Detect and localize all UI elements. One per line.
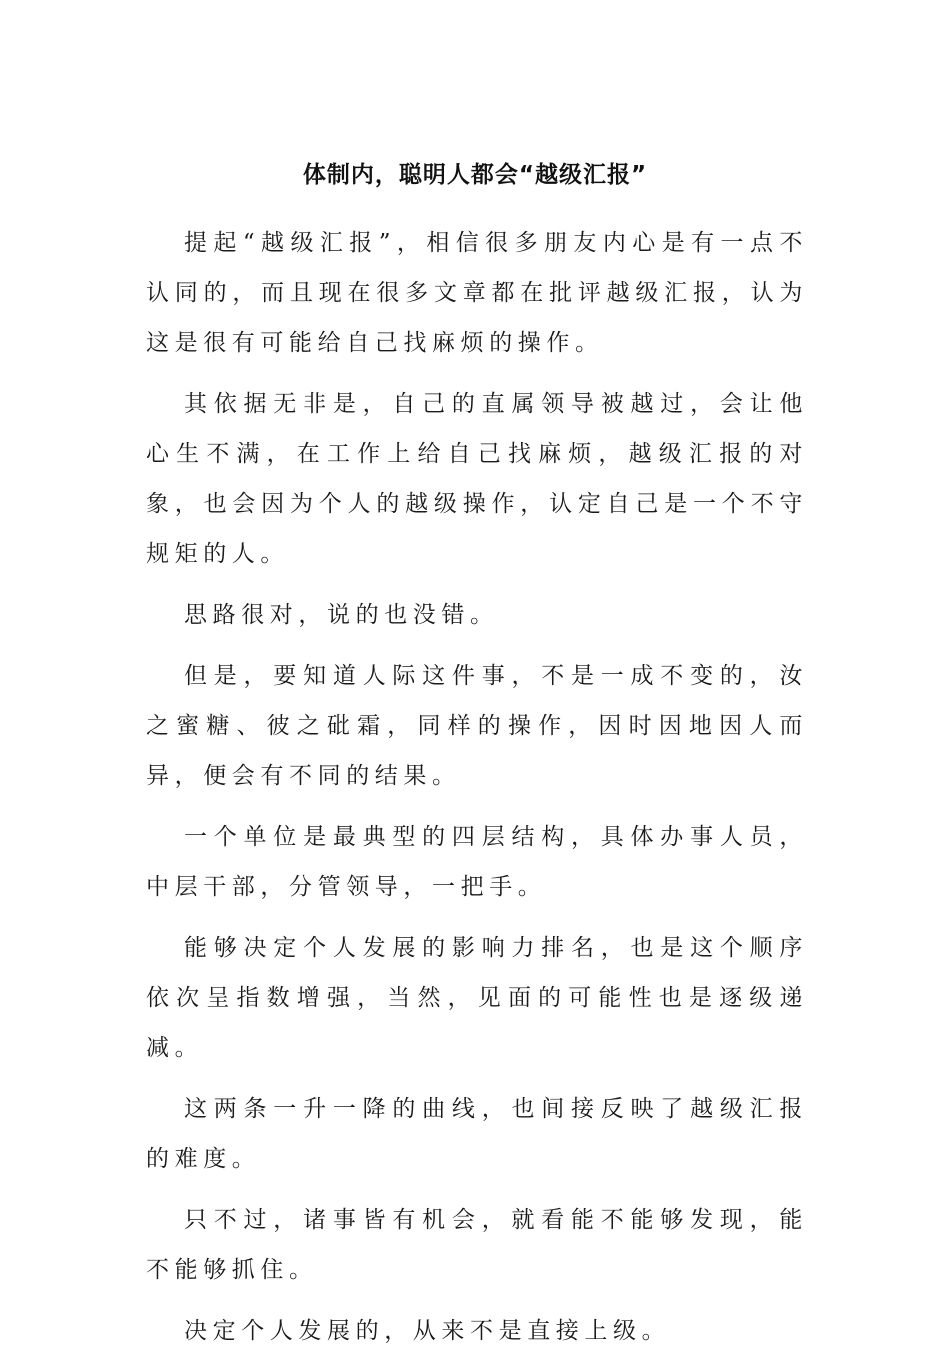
document-body [146, 218, 808, 1367]
paragraph: 这两条一升一降的曲线，也间接反映了越级汇报的难度。 [146, 1096, 808, 1172]
paragraph: 其依据无非是，自己的直属领导被越过，会让他心生不满，在工作上给自己找麻烦，越级汇报的对象，也会因为个人的越级操作，认定自己是一个不守规矩的人。 [146, 391, 808, 567]
document-title: 体制内，聪明人都会“越级汇报” [302, 162, 648, 188]
paragraph: 决定个人发展的，从来不是直接上级。 [184, 1318, 671, 1344]
paragraph: 但是，要知道人际这件事，不是一成不变的，汝之蜜糖、彼之砒霜，同样的操作，因时因地因人而异，便会有不同的结果。 [146, 663, 808, 789]
paragraph: 一个单位是最典型的四层结构，具体办事人员，中层干部，分管领导，一把手。 [146, 824, 808, 900]
paragraph: 提起“越级汇报”，相信很多朋友内心是有一点不认同的，而且现在很多文章都在批评越级汇报，认为这是很有可能给自己找麻烦的操作。 [146, 230, 808, 356]
paragraph: 只不过，诸事皆有机会，就看能不能够发现，能不能够抓住。 [146, 1207, 808, 1283]
paragraph: 能够决定个人发展的影响力排名，也是这个顺序依次呈指数增强，当然，见面的可能性也是逐级递减。 [146, 935, 808, 1061]
paragraph: 思路很对，说的也没错。 [184, 602, 499, 628]
